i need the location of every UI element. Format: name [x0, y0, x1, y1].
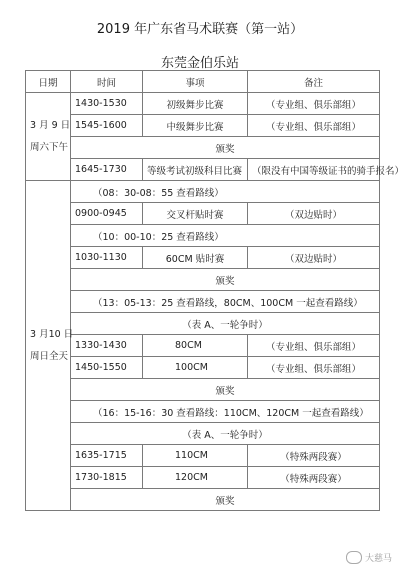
note-cell: （专业组、俱乐部组） — [248, 335, 380, 357]
event-cell: 等级考试初级科目比赛 — [143, 159, 248, 181]
time-cell: 1330-1430 — [71, 335, 143, 357]
note-cell: （双边贴时） — [248, 203, 380, 225]
event-cell: 120CM — [143, 467, 248, 489]
time-cell: 0900-0945 — [71, 203, 143, 225]
page-title: 2019 年广东省马术联赛（第一站） — [96, 22, 304, 37]
table-row — [26, 401, 380, 423]
time-cell: 1645-1730 — [71, 159, 143, 181]
notice-cell: （08：30-08：55 查看路线） — [71, 181, 380, 203]
table-row — [26, 379, 380, 401]
note-cell: （双边贴时） — [248, 247, 380, 269]
table-row — [26, 137, 380, 159]
notice-cell: （16：15-16：30 查看路线：110CM、120CM 一起查看路线） — [71, 401, 380, 423]
table-row — [26, 247, 380, 269]
note-cell: （专业组、俱乐部组） — [248, 357, 380, 379]
table-row — [26, 467, 380, 489]
event-cell: 80CM — [143, 335, 248, 357]
note-cell: （专业组、俱乐部组） — [248, 93, 380, 115]
date-cell-day2 — [26, 181, 74, 511]
note-cell: （限没有中国等级证书的骑手报名） — [248, 159, 380, 181]
header-time: 时间 — [71, 71, 143, 93]
date-cell-day1 — [26, 93, 71, 181]
date-day1: 3 月 9 日 — [30, 119, 71, 131]
notice-cell: （表 A、一轮争时） — [71, 313, 380, 335]
schedule-table — [25, 70, 404, 511]
note-cell: （特殊两段赛） — [248, 467, 380, 489]
table-row — [26, 489, 380, 511]
award-cell: 颁奖 — [71, 489, 380, 511]
event-cell: 100CM — [143, 357, 248, 379]
chat-bubble-icon — [346, 551, 362, 564]
table-row — [26, 269, 380, 291]
event-cell: 初级舞步比赛 — [143, 93, 248, 115]
time-cell: 1450-1550 — [71, 357, 143, 379]
date-day2: 3 月10 日 — [30, 328, 74, 340]
time-cell: 1635-1715 — [71, 445, 143, 467]
table-row — [26, 313, 380, 335]
weekday-day2: 周日全天 — [30, 350, 69, 362]
table-row — [26, 335, 380, 357]
award-cell: 颁奖 — [71, 379, 380, 401]
table-row — [26, 181, 380, 203]
time-cell: 1030-1130 — [71, 247, 143, 269]
note-cell: （特殊两段赛） — [248, 445, 380, 467]
time-cell: 1730-1815 — [71, 467, 143, 489]
table-row — [26, 291, 380, 313]
table-row — [26, 423, 380, 445]
notice-cell: （13：05-13：25 查看路线，80CM、100CM 一起查看路线） — [71, 291, 380, 313]
time-cell: 1545-1600 — [71, 115, 143, 137]
page-subtitle: 东莞金伯乐站 — [160, 56, 239, 71]
table-row — [26, 357, 380, 379]
table-header-row — [26, 71, 380, 93]
time-cell: 1430-1530 — [71, 93, 143, 115]
note-cell: （专业组、俱乐部组） — [248, 115, 380, 137]
header-event: 事项 — [143, 71, 248, 93]
table-row — [26, 115, 380, 137]
event-cell: 中级舞步比赛 — [143, 115, 248, 137]
table-row — [26, 203, 380, 225]
event-cell: 交叉杆贴时赛 — [143, 203, 248, 225]
event-cell: 110CM — [143, 445, 248, 467]
award-cell: 颁奖 — [71, 137, 380, 159]
table-row — [26, 225, 380, 247]
notice-cell: （10：00-10：25 查看路线） — [71, 225, 380, 247]
table-row — [26, 159, 380, 181]
award-cell: 颁奖 — [71, 269, 380, 291]
table-row — [26, 93, 380, 115]
watermark — [346, 551, 392, 564]
weekday-day1: 周六下午 — [30, 141, 69, 153]
notice-cell: （表 A、一轮争时） — [71, 423, 380, 445]
watermark-text: 大慈马 — [364, 554, 392, 564]
header-date: 日期 — [26, 71, 71, 93]
event-cell: 60CM 贴时赛 — [143, 247, 248, 269]
table-row — [26, 445, 380, 467]
header-note: 备注 — [248, 71, 380, 93]
